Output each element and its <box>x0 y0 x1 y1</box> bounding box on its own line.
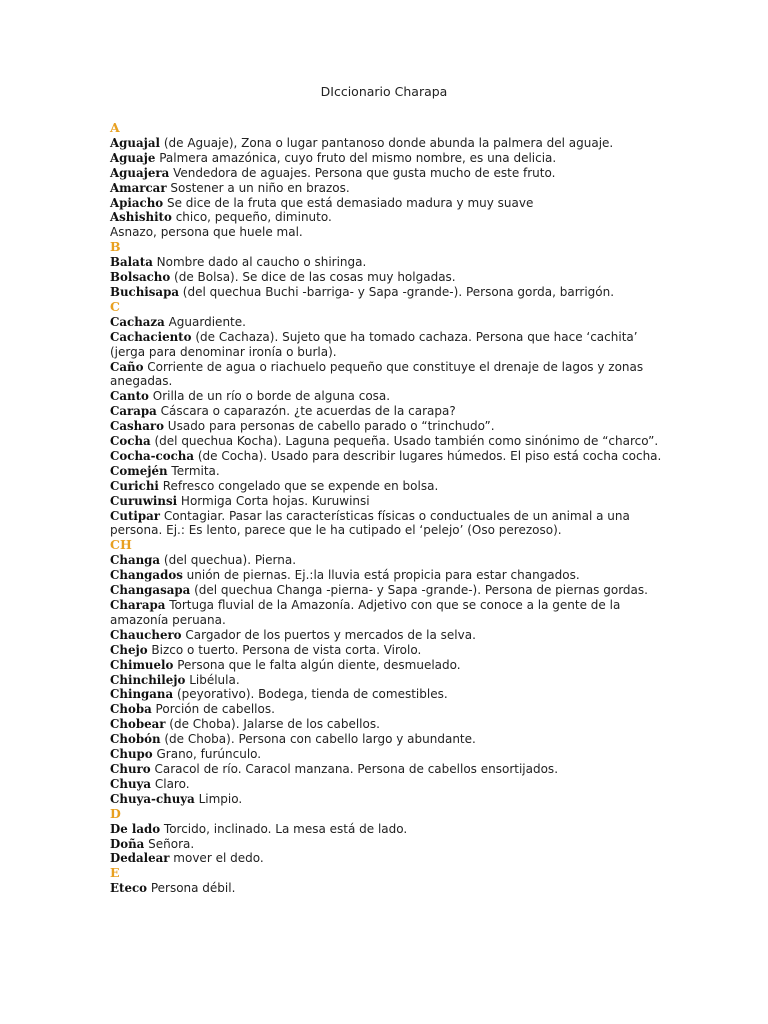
entry-definition: Claro. <box>151 776 190 791</box>
dictionary-entry <box>110 389 670 404</box>
entry-definition: (peyorativo). Bodega, tienda de comestibles. <box>173 687 448 702</box>
entry-term: Balata <box>110 255 153 270</box>
entry-definition: (del quechua Kocha). Laguna pequeña. Usado también como sinónimo de “charco”. <box>150 434 659 449</box>
entry-definition: (de Aguaje), Zona o lugar pantanoso donde abunda la palmera del aguaje. <box>160 135 614 150</box>
section-letter: CH <box>110 537 132 553</box>
dictionary-entry <box>110 255 670 270</box>
entry-definition: Tortuga fluvial de la Amazonía. Adjetivo con que se conoce a la gente de la amazonía peruana. <box>110 598 621 627</box>
entry-term: Changasapa <box>110 583 191 598</box>
entry-term: Canto <box>110 389 149 404</box>
dictionary-entry <box>110 702 670 717</box>
entry-definition: (de Cocha). Usado para describir lugares húmedos. El piso está cocha cocha. <box>194 448 662 463</box>
entry-definition: Usado para personas de cabello parado o “trinchudo”. <box>163 419 495 434</box>
dictionary-entry <box>110 509 670 539</box>
dictionary-entry <box>110 792 670 807</box>
entry-definition: Termita. <box>167 463 220 478</box>
entry-definition: Porción de cabellos. <box>151 702 275 717</box>
dictionary-entry <box>110 225 670 240</box>
entry-definition: Señora. <box>144 836 195 851</box>
dictionary-entry <box>110 732 670 747</box>
dictionary-entry <box>110 166 670 181</box>
entry-term: Cocha-cocha <box>110 448 195 463</box>
entry-definition: (del quechua). Pierna. <box>160 553 297 568</box>
dictionary-entry <box>110 881 670 896</box>
entry-term: Chingana <box>110 687 174 702</box>
dictionary-entry <box>110 851 670 866</box>
dictionary-entry <box>110 717 670 732</box>
entry-term: Chobear <box>110 717 166 732</box>
entry-term: Choba <box>110 702 152 717</box>
dictionary-entry <box>110 210 670 225</box>
section-letter: C <box>110 298 120 314</box>
entry-definition: Torcido, inclinado. La mesa está de lado. <box>160 821 408 836</box>
dictionary-entry <box>110 568 670 583</box>
dictionary-entry <box>110 419 670 434</box>
dictionary-entry <box>110 151 670 166</box>
entry-definition: Corriente de agua o riachuelo pequeño que constituye el drenaje de lagos y zonas anegadas. <box>110 359 644 389</box>
entry-definition: Aguardiente. <box>164 314 246 329</box>
entry-term: Bolsacho <box>110 270 171 285</box>
entry-definition: mover el dedo. <box>169 851 264 866</box>
entry-definition: Persona débil. <box>147 881 236 896</box>
dictionary-entry <box>110 583 670 598</box>
page-title: DIccionario Charapa <box>320 84 448 99</box>
entry-definition: (de Choba). Persona con cabello largo y abundante. <box>160 732 476 747</box>
entry-definition: Grano, furúnculo. <box>152 747 262 762</box>
entry-definition: (del quechua Buchi -barriga- y Sapa -grande-). Persona gorda, barrigón. <box>178 284 615 299</box>
dictionary-entry <box>110 136 670 151</box>
entry-term: Charapa <box>110 598 166 612</box>
entry-term: Chejo <box>110 642 148 657</box>
entry-definition: Bizco o tuerto. Persona de vista corta. Virolo. <box>147 642 422 657</box>
entry-definition: Palmera amazónica, cuyo fruto del mismo nombre, es una delicia. <box>155 150 557 165</box>
dictionary-entry <box>110 285 670 300</box>
entry-term: Chauchero <box>110 627 182 642</box>
entry-term: Curichi <box>110 478 159 493</box>
entry-term: Comején <box>110 463 168 478</box>
dictionary-entry <box>110 747 670 762</box>
entry-term: Apiacho <box>110 195 164 210</box>
dictionary-entry <box>110 553 670 568</box>
entry-definition: Refresco congelado que se expende en bolsa. <box>158 478 439 493</box>
entry-term: Curuwinsi <box>110 493 178 508</box>
entry-term: Churo <box>110 761 151 776</box>
entry-term: Cocha <box>110 434 151 449</box>
dictionary-entry <box>110 434 670 449</box>
dictionary-entry <box>110 762 670 777</box>
entry-term: Cachaciento <box>110 329 192 344</box>
dictionary-entry <box>110 449 670 464</box>
entry-definition: (de Bolsa). Se dice de las cosas muy holgadas. <box>170 270 456 285</box>
entry-definition: (del quechua Changa -pierna- y Sapa -grande-). Persona de piernas gordas. <box>190 583 648 598</box>
entry-term: Aguajal <box>110 135 161 150</box>
dictionary-entry <box>110 837 670 852</box>
entry-term: Carapa <box>110 404 157 419</box>
entry-definition: unión de piernas. Ej.:la lluvia está propicia para estar changados. <box>182 568 580 583</box>
entry-term: Chimuelo <box>110 657 174 672</box>
dictionary-entry <box>110 330 670 360</box>
entry-definition: (de Choba). Jalarse de los cabellos. <box>165 717 380 732</box>
entry-term: Cutipar <box>110 508 161 523</box>
entry-definition: chico, pequeño, diminuto. <box>171 210 332 225</box>
entry-term: Changados <box>110 568 183 583</box>
section-letter: A <box>110 120 120 135</box>
entry-term: Chobón <box>110 732 161 747</box>
dictionary-entry <box>110 404 670 419</box>
entry-term: Amarcar <box>110 180 167 195</box>
entry-definition: (de Cachaza). Sujeto que ha tomado cachaza. Persona que hace ‘cachita’ (jerga para denominar ironía o burla). <box>110 329 638 359</box>
entry-term: De lado <box>110 821 161 836</box>
entry-definition: Libélula. <box>185 672 240 687</box>
dictionary-entry <box>110 628 670 643</box>
entry-term: Cachaza <box>110 314 165 329</box>
entry-term: Chinchilejo <box>110 672 186 687</box>
entry-definition: Se dice de la fruta que está demasiado madura y muy suave <box>163 195 534 210</box>
entry-definition: Cáscara o caparazón. ¿te acuerdas de la carapa? <box>156 404 456 419</box>
entry-definition: Hormiga Corta hojas. Kuruwinsi <box>177 493 370 508</box>
entry-definition: Asnazo, persona que huele mal. <box>110 225 303 240</box>
dictionary-entry <box>110 196 670 211</box>
entry-term: Dedalear <box>110 851 170 866</box>
dictionary-entry <box>110 270 670 285</box>
entry-term: Eteco <box>110 881 147 896</box>
entry-definition: Sostener a un niño en brazos. <box>166 180 350 195</box>
dictionary-entry <box>110 687 670 702</box>
dictionary-entry <box>110 315 670 330</box>
entry-term: Aguaje <box>110 150 156 165</box>
dictionary-entry <box>110 673 670 688</box>
entry-term: Aguajera <box>110 165 170 180</box>
entry-definition: Nombre dado al caucho o shiringa. <box>152 255 367 270</box>
entry-definition: Limpio. <box>194 791 243 806</box>
entry-term: Caño <box>110 359 144 374</box>
entry-definition: Vendedora de aguajes. Persona que gusta mucho de este fruto. <box>169 165 556 180</box>
dictionary-entry <box>110 360 670 390</box>
dictionary-entry <box>110 658 670 673</box>
dictionary-entry <box>110 181 670 196</box>
entry-term: Doña <box>110 836 145 851</box>
entry-term: Casharo <box>110 419 164 434</box>
entry-term: Chuya <box>110 776 152 791</box>
entry-term: Chupo <box>110 747 153 762</box>
entry-definition: Cargador de los puertos y mercados de la selva. <box>181 627 476 642</box>
section-letter: E <box>110 865 120 881</box>
dictionary-body <box>110 121 670 896</box>
entry-term: Chuya-chuya <box>110 791 195 806</box>
dictionary-entry <box>110 494 670 509</box>
section-letter: B <box>110 239 121 255</box>
dictionary-entry <box>110 598 670 628</box>
entry-definition: Orilla de un río o borde de alguna cosa. <box>148 389 391 404</box>
dictionary-entry <box>110 777 670 792</box>
dictionary-entry <box>110 822 670 837</box>
dictionary-entry <box>110 464 670 479</box>
section-letter: D <box>110 805 121 821</box>
dictionary-entry <box>110 643 670 658</box>
entry-term: Buchisapa <box>110 284 179 299</box>
dictionary-entry <box>110 479 670 494</box>
entry-term: Ashishito <box>110 210 172 225</box>
entry-definition: Caracol de río. Caracol manzana. Persona de cabellos ensortijados. <box>150 761 559 776</box>
entry-definition: Contagiar. Pasar las características físicas o conductuales de un animal a una persona. Ej.: Es lento, parece que le ha cutipado el ‘pelejo’ (Oso perezoso). <box>110 508 630 538</box>
entry-definition: Persona que le falta algún diente, desmuelado. <box>173 657 461 672</box>
entry-term: Changa <box>110 553 161 568</box>
